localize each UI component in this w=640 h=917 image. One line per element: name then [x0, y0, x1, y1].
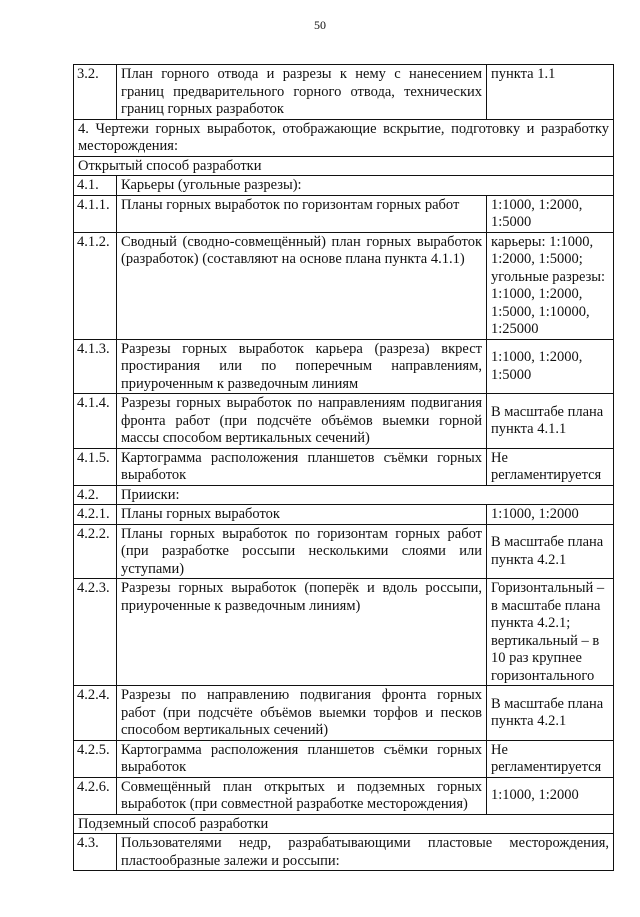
table-row [74, 777, 614, 814]
documents-table-body [74, 65, 614, 871]
item-description: Картограмма расположения планшетов съёмки горных выработок [117, 448, 487, 485]
section-heading: Открытый способ разработки [74, 156, 614, 176]
section-title: Пользователями недр, разрабатывающими пластовые месторождения, пластообразные залежи и россыпи: [117, 834, 614, 871]
table-row [74, 65, 614, 120]
table-row [74, 394, 614, 449]
item-number: 4.2.6. [74, 777, 117, 814]
documents-table [73, 64, 614, 871]
table-row [74, 505, 614, 525]
item-scale: 1:1000, 1:2000, 1:5000 [487, 339, 614, 394]
table-row [74, 156, 614, 176]
table-row [74, 579, 614, 686]
item-number: 4.1.1. [74, 195, 117, 232]
item-number: 4.1.5. [74, 448, 117, 485]
item-description: Совмещённый план открытых и подземных горных выработок (при совместной разработке месторождения) [117, 777, 487, 814]
item-description: Сводный (сводно-совмещённый) план горных выработок (разработок) (составляют на основе плана пункта 4.1.1) [117, 232, 487, 339]
table-row [74, 834, 614, 871]
item-number: 4.2.5. [74, 740, 117, 777]
item-description: План горного отвода и разрезы к нему с нанесением границ предварительного горного отвода, технических границ горных разработок [117, 65, 487, 120]
item-scale: В масштабе плана пункта 4.1.1 [487, 394, 614, 449]
table-row [74, 448, 614, 485]
item-number: 4.1.3. [74, 339, 117, 394]
item-number: 4.2.2. [74, 524, 117, 579]
table-row [74, 195, 614, 232]
item-scale: Не регламентируется [487, 740, 614, 777]
item-scale: карьеры: 1:1000, 1:2000, 1:5000; угольные разрезы: 1:1000, 1:2000, 1:5000, 1:10000, 1:25000 [487, 232, 614, 339]
item-description: Разрезы по направлению подвигания фронта горных работ (при подсчёте объёмов выемки торфов и песков способом вертикальных сечений) [117, 686, 487, 741]
item-scale: В масштабе плана пункта 4.2.1 [487, 686, 614, 741]
section-title: Карьеры (угольные разрезы): [117, 176, 614, 196]
item-number: 4.1.4. [74, 394, 117, 449]
table-row [74, 339, 614, 394]
table-row [74, 740, 614, 777]
section-heading: 4. Чертежи горных выработок, отображающие вскрытие, подготовку и разработку месторождения: [74, 119, 614, 156]
section-number: 4.3. [74, 834, 117, 871]
section-number: 4.2. [74, 485, 117, 505]
section-title: Прииски: [117, 485, 614, 505]
item-description: Разрезы горных выработок (поперёк и вдоль россыпи, приуроченные к разведочным линиям) [117, 579, 487, 686]
item-description: Планы горных выработок по горизонтам горных работ (при разработке россыпи несколькими слоями или уступами) [117, 524, 487, 579]
item-scale: 1:1000, 1:2000 [487, 777, 614, 814]
item-number: 4.2.3. [74, 579, 117, 686]
item-scale: Горизонтальный – в масштабе плана пункта 4.2.1; вертикальный – в 10 раз крупнее горизонтального [487, 579, 614, 686]
item-scale: Не регламентируется [487, 448, 614, 485]
table-row [74, 686, 614, 741]
item-number: 4.1.2. [74, 232, 117, 339]
page-number: 50 [314, 18, 326, 32]
item-description: Планы горных выработок по горизонтам горных работ [117, 195, 487, 232]
section-number: 4.1. [74, 176, 117, 196]
table-row [74, 485, 614, 505]
item-description: Разрезы горных выработок по направлениям подвигания фронта работ (при подсчёте объёмов выемки горной массы способом вертикальных сечений) [117, 394, 487, 449]
item-description: Картограмма расположения планшетов съёмки горных выработок [117, 740, 487, 777]
table-row [74, 524, 614, 579]
item-description: Разрезы горных выработок карьера (разреза) вкрест простирания или по поперечным направлениям, приуроченным к разведочным линиям [117, 339, 487, 394]
item-scale: В масштабе плана пункта 4.2.1 [487, 524, 614, 579]
item-scale: 1:1000, 1:2000 [487, 505, 614, 525]
table-row [74, 176, 614, 196]
item-number: 4.2.1. [74, 505, 117, 525]
item-number: 4.2.4. [74, 686, 117, 741]
section-heading: Подземный способ разработки [74, 814, 614, 834]
table-row [74, 232, 614, 339]
table-row [74, 119, 614, 156]
table-row [74, 814, 614, 834]
item-number: 3.2. [74, 65, 117, 120]
item-scale: пункта 1.1 [487, 65, 614, 120]
item-description: Планы горных выработок [117, 505, 487, 525]
item-scale: 1:1000, 1:2000, 1:5000 [487, 195, 614, 232]
